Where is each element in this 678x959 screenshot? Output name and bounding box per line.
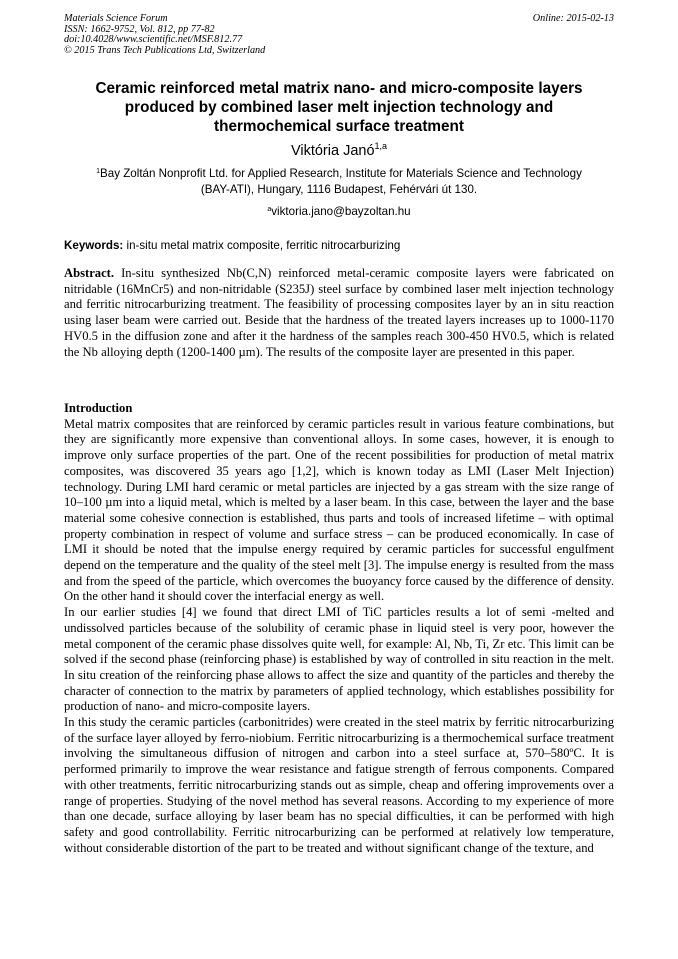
paragraph: In this study the ceramic particles (carbonitrides) were created in the steel matrix by ferritic nitrocarburizing of the surface layer alloyed by ferro-niobium. Ferritic nitrocarburizing is a thermochemical surface treatment involving the simultaneous diffusion of nitrogen and carbon into a steel surface at, 570–580ºC. It is performed primarily to improve the wear resistance and fatigue strength of ferrous components. Compared with other treatments, ferritic nitrocarburizing stands out as simple, cheap and offering improvements over a range of properties. Studying of the novel method has several reasons. According to my experience of more than one decade, surface alloying by laser beam has no special difficulties, it can be performed with high safety and good controllability. Ferritic nitrocarburizing can be performed at relatively low temperature, without considerable distortion of the part to be treated and without significant change of the texture, and xyxy=(64,715,614,855)
author-superscript: 1,a xyxy=(374,141,388,151)
author-line xyxy=(64,142,614,160)
affiliation-line-2: (BAY-ATI), Hungary, 1116 Budapest, Fehérvári út 130. xyxy=(200,183,478,196)
email-marker: a xyxy=(267,206,272,213)
title-line: produced by combined laser melt injection technology and xyxy=(124,99,554,116)
issn-line: ISSN: 1662-9752, Vol. 812, pp 77-82 xyxy=(64,23,215,35)
affiliation xyxy=(64,166,614,198)
journal-name: Materials Science Forum xyxy=(64,13,168,24)
title-line: Ceramic reinforced metal matrix nano- and micro-composite layers xyxy=(95,80,583,97)
abstract-text: In-situ synthesized Nb(C,N) reinforced metal-ceramic composite layers were fabricated on nitridable (16MnCr5) and non-nitridable (S235J) steel surface by combined laser melt injection technology and ferritic nitrocarburizing treatment. The feasibility of processing composites layer by an in situ reaction using laser beam were carried out. Beside that the hardness of the treated layers increases up to 1000-1170 HV0.5 in the diffusion zone and after it the hardness of the samples reach 300-450 HV0.5, which is related the Nb alloying depth (1200-1400 µm). The results of the composite layer are presented in this paper. xyxy=(64,266,614,359)
title-line: thermochemical surface treatment xyxy=(214,118,464,135)
abstract xyxy=(64,266,614,360)
affiliation-line-1: Bay Zoltán Nonprofit Ltd. for Applied Research, Institute for Materials Science and Technology xyxy=(100,167,582,180)
author-name: Viktória Janó xyxy=(290,143,375,159)
keywords-text: in-situ metal matrix composite, ferritic nitrocarburizing xyxy=(123,239,401,252)
doi-line: doi:10.4028/www.scientific.net/MSF.812.77 xyxy=(64,34,243,46)
online-date: Online: 2015-02-13 xyxy=(532,13,614,24)
publication-info xyxy=(64,14,614,56)
paragraph: Metal matrix composites that are reinforced by ceramic particles result in various feature combinations, but they are significantly more expensive than conventional alloys. In some cases, however, it is enough to improve only surface properties of the part. One of the recent possibilities for production of metal matrix composites, was discovered 35 years ago [1,2], which is known today as LMI (Laser Melt Injection) technology. During LMI hard ceramic or metal particles are injected by a gas stream with the size range of 10–100 µm into a liquid metal, which is melted by a laser beam. In this case, between the layer and the base material some cohesive connection is established, thus parts and tools of increased lifetime – with optimal property combination in respect of volume and surface stress – can be produced economically. In case of LMI it should be noted that the impulse energy required by ceramic particles for successful engulfment depend on the temperature and the quality of the steel melt [3]. The impulse energy is resulted from the mass and from the speed of the particle, which overcomes the buoyancy force caused by the difference of density. On the other hand it should cover the interfacial energy as well. xyxy=(64,416,614,604)
keywords xyxy=(64,238,614,253)
journal-header xyxy=(64,14,614,56)
affiliation-marker: 1 xyxy=(96,168,101,175)
abstract-label: Abstract. xyxy=(64,266,115,280)
introduction-section xyxy=(64,401,614,856)
section-heading: Introduction xyxy=(64,401,133,415)
copyright-line: © 2015 Trans Tech Publications Ltd, Switzerland xyxy=(64,44,266,56)
author-email xyxy=(64,204,614,220)
email-address[interactable]: viktoria.jano@bayzoltan.hu xyxy=(271,205,411,218)
paper-title xyxy=(64,79,614,136)
paragraph: In our earlier studies [4] we found that direct LMI of TiC particles results a lot of semi -melted and undissolved particles because of the solubility of ceramic phase in liquid steel is very poor, however the metal component of the ceramic phase dissolves quite well, for example: Al, Nb, Ti, Zr etc. This limit can be solved if the second phase (reinforcing phase) is established by way of controlled in situ reaction in the melt. In situ creation of the reinforcing phase allows to affect the size and quantity of the particles and thereby the character of connection to the matrix by parameters of applied technology, which establishes possibility for production of nano- and micro-composite layers. xyxy=(64,605,614,714)
keywords-label: Keywords: xyxy=(64,239,124,252)
